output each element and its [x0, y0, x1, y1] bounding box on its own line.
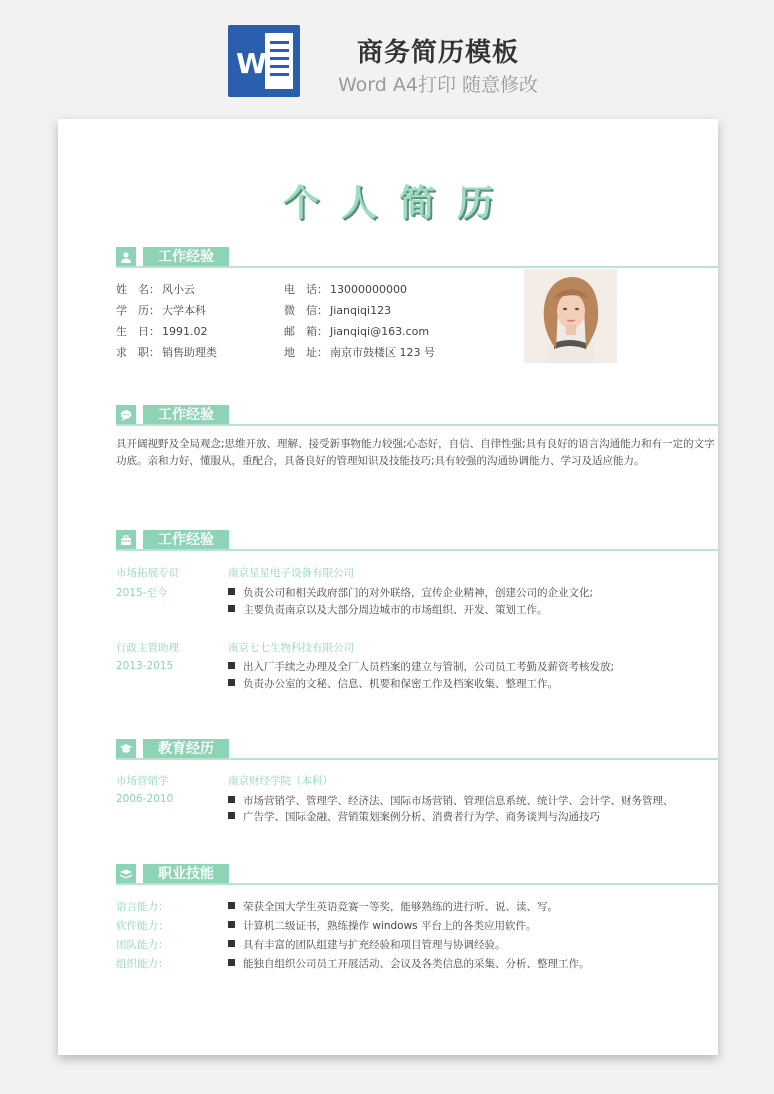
profile-photo: [524, 269, 617, 363]
person-icon: [116, 247, 136, 267]
skill-text: 荣获全国大学生英语竞赛一等奖，能够熟练的进行听、说、读、写。: [228, 899, 558, 914]
education-major: 市场营销学: [116, 775, 169, 787]
bullet-square-icon: [228, 796, 235, 803]
info-education: 学 历： 大学本科: [116, 304, 206, 317]
section-experience: [116, 528, 718, 552]
skill-label: 软件能力：: [116, 920, 169, 932]
info-email: 邮 箱： Jianqiqi@163.com: [284, 325, 430, 338]
bullet-square-icon: [228, 679, 235, 686]
bullet-square-icon: [228, 662, 235, 669]
section-title: 职业技能: [143, 864, 229, 884]
section-title: 工作经验: [143, 530, 229, 550]
job-role: 市场拓展专员: [116, 567, 179, 579]
job-bullet: 出入厂手续之办理及全厂人员档案的建立与管制，公司员工考勤及薪资考核发放;: [228, 659, 614, 674]
section-title: 工作经验: [143, 247, 229, 267]
job-bullet: 负责公司和相关政府部门的对外联络，宣传企业精神，创建公司的企业文化;: [228, 585, 593, 600]
job-bullet: 主要负责南京以及大部分周边城市的市场组织、开发、策划工作。: [228, 602, 548, 617]
info-birthday: 生 日： 1991.02: [116, 325, 208, 338]
job-company: 南京七七生物科技有限公司: [228, 642, 354, 654]
bullet-square-icon: [228, 959, 235, 966]
info-job-target: 求 职： 销售助理类: [116, 346, 217, 359]
resume-page: [58, 119, 718, 1055]
skill-text: 能独自组织公司员工开展活动、会议及各类信息的采集、分析、整理工作。: [228, 956, 590, 971]
chat-bubble-icon: [116, 405, 136, 425]
info-address: 地 址： 南京市鼓楼区 123 号: [284, 346, 435, 359]
section-divider: [116, 424, 718, 426]
section-skills: [116, 862, 718, 886]
job-period: 2013-2015: [116, 660, 174, 672]
briefcase-icon: [116, 530, 136, 550]
info-phone: 电 话： 13000000000: [284, 283, 407, 296]
job-role: 行政主管助理: [116, 642, 179, 654]
word-icon-letter: W: [236, 47, 267, 80]
education-period: 2006-2010: [116, 793, 174, 805]
skill-text: 计算机二级证书，熟练操作 windows 平台上的各类应用软件。: [228, 918, 536, 933]
education-bullet: 广告学、国际金融、营销策划案例分析、消费者行为学、商务谈判与沟通技巧: [228, 809, 600, 824]
skill-label: 组织能力：: [116, 958, 169, 970]
bullet-square-icon: [228, 605, 235, 612]
skill-label: 语言能力：: [116, 901, 169, 913]
document-lines-icon: [265, 33, 293, 89]
bullet-square-icon: [228, 921, 235, 928]
graduation-cap-icon: [116, 739, 136, 759]
skill-label: 团队能力：: [116, 939, 169, 951]
section-divider: [116, 266, 718, 268]
job-company: 南京星星电子设备有限公司: [228, 567, 354, 579]
bullet-square-icon: [228, 902, 235, 909]
section-personal: [116, 245, 718, 269]
bullet-square-icon: [228, 940, 235, 947]
job-bullet: 负责办公室的文秘、信息、机要和保密工作及档案收集、整理工作。: [228, 676, 558, 691]
section-education: [116, 737, 718, 761]
bullet-square-icon: [228, 812, 235, 819]
section-divider: [116, 758, 718, 760]
word-icon: [228, 25, 300, 97]
education-school: 南京财经学院（本科）: [228, 775, 333, 787]
template-subtitle: Word A4打印 随意修改: [337, 74, 538, 96]
education-bullet: 市场营销学、管理学、经济法、国际市场营销、管理信息系统、统计学、会计学、财务管理、: [228, 793, 674, 808]
book-icon: [116, 864, 136, 884]
section-title: 工作经验: [143, 405, 229, 425]
section-divider: [116, 549, 718, 551]
info-name: 姓 名： 风小云: [116, 283, 195, 296]
template-title: 商务简历模板: [356, 38, 519, 68]
bullet-square-icon: [228, 588, 235, 595]
section-title: 教育经历: [143, 739, 229, 759]
job-period: 2015-至今: [116, 587, 168, 599]
template-header: [0, 0, 774, 110]
section-divider: [116, 883, 718, 885]
resume-title: 个人简历: [282, 183, 515, 224]
summary-text: 具开阔视野及全局观念;思维开放、理解、接受新事物能力较强;心态好，自信、自律性强;具有良好的语言沟通能力和有一定的文字功底。亲和力好，懂服从，重配合，具备良好的管理知识及技能技巧;具有较强的沟通协调能力、学习及适应能力。: [116, 438, 715, 467]
skill-text: 具有丰富的团队组建与扩充经验和项目管理与协调经验。: [228, 937, 506, 952]
info-wechat: 微 信： Jianqiqi123: [284, 304, 392, 317]
section-summary: [116, 403, 718, 427]
